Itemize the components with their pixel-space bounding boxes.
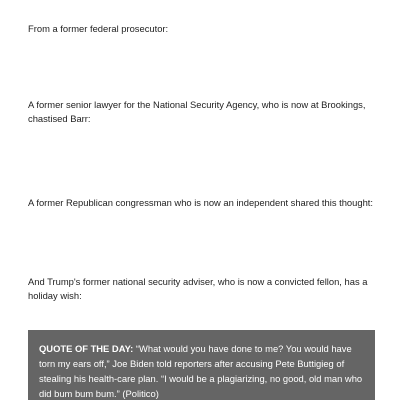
quote-of-the-day-box: [28, 330, 375, 400]
quote-of-the-day-text: “What would you have done to me? You would have torn my ears off,” Joe Biden told reporters after accusing Pete Buttigieg of stealing his health-care plan. “I would be a plagiarizing, no good, old man who did bum bum bum.” (Politico): [39, 343, 363, 399]
paragraph-security-adviser: And Trump's former national security adviser, who is now a convicted fellon, has a holiday wish:: [28, 276, 368, 301]
quote-of-the-day-label: QUOTE OF THE DAY:: [39, 343, 134, 354]
paragraph-republican-congressman: A former Republican congressman who is now an independent shared this thought:: [28, 197, 374, 208]
paragraph-nsa-lawyer: A former senior lawyer for the National Security Agency, who is now at Brookings, chastised Barr:: [28, 99, 366, 124]
paragraph-federal-prosecutor: From a former federal prosecutor:: [28, 23, 169, 34]
